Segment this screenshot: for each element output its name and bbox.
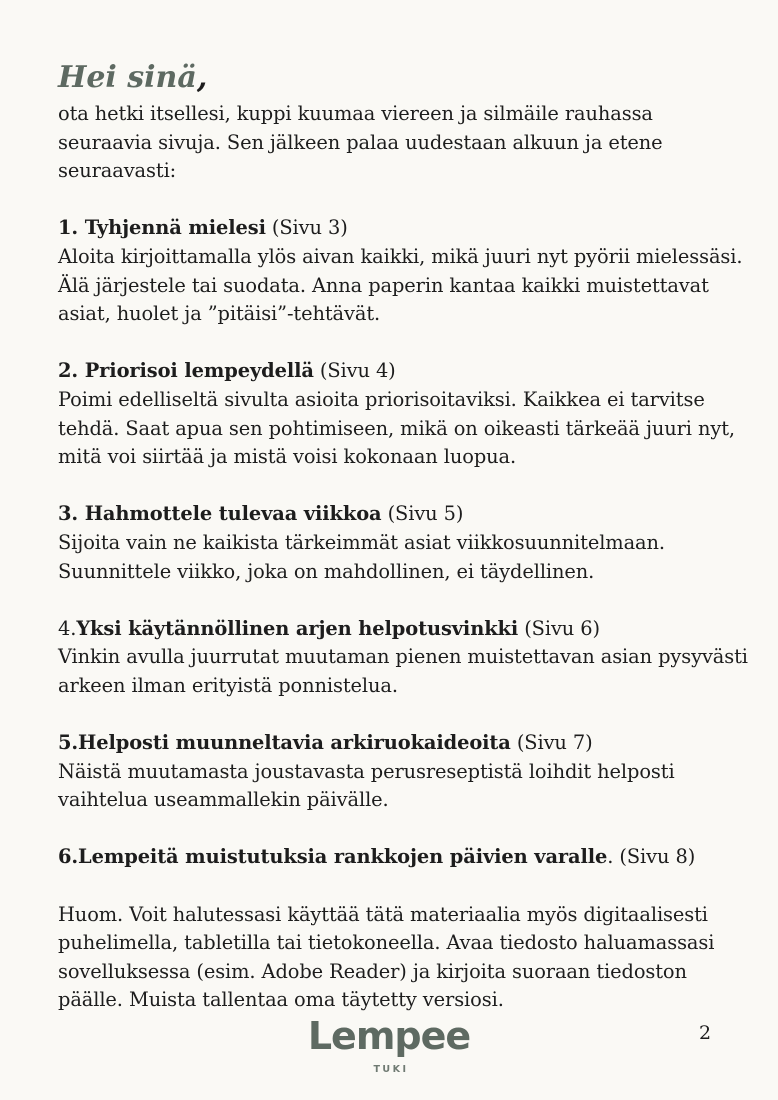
section-title: Yksi käytännöllinen arjen helpotusvinkki	[76, 616, 519, 640]
page-number: 2	[699, 1022, 712, 1044]
section-5	[58, 729, 748, 815]
section-heading	[58, 214, 748, 243]
logo-wordmark: Lempee	[307, 1014, 471, 1058]
section-number: 4.	[58, 616, 77, 640]
logo-subtitle: TUKI	[373, 1064, 409, 1075]
section-heading	[58, 729, 748, 758]
greeting-comma: ,	[196, 60, 208, 95]
greeting-heading	[58, 56, 748, 100]
section-body: Vinkin avulla juurrutat muutaman pienen muistettavan asian pysyvästi arkeen ilman erityistä ponnistelua.	[58, 645, 748, 697]
section-page-ref: (Sivu 5)	[381, 502, 464, 526]
note-paragraph: Huom. Voit halutessasi käyttää tätä materiaalia myös digitaalisesti puhelimella, tabletilla tai tietokoneella. Avaa tiedosto haluamassasi sovelluksessa (esim. Adobe Reader) ja kirjoita suoraan tiedoston päälle. Muista tallentaa oma täytetty versiosi.	[58, 902, 715, 1012]
section-title: Priorisoi lempeydellä	[84, 359, 314, 383]
section-heading	[58, 500, 748, 529]
section-number: 2.	[58, 359, 85, 383]
intro-paragraph: ota hetki itsellesi, kuppi kuumaa viereen ja silmäile rauhassa seuraavia sivuja. Sen jälkeen palaa uudestaan alkuun ja etene seuraavasti:	[58, 102, 663, 183]
lempee-logo	[0, 1014, 778, 1075]
section-number: 1.	[58, 216, 85, 240]
document-page	[58, 56, 748, 1015]
section-heading	[58, 357, 748, 386]
section-number: 6.	[58, 845, 79, 869]
section-body: Poimi edelliseltä sivulta asioita priorisoitaviksi. Kaikkea ei tarvitse tehdä. Saat apua sen pohtimiseen, mikä on oikeasti tärkeää juuri nyt, mitä voi siirtää ja mistä voisi kokonaan luopua.	[58, 387, 735, 469]
section-title: Tyhjennä mielesi	[84, 216, 266, 240]
section-4	[58, 615, 748, 701]
section-2	[58, 357, 748, 471]
section-page-ref: (Sivu 4)	[313, 359, 396, 383]
section-heading	[58, 615, 748, 644]
section-6	[58, 843, 748, 872]
section-body: Näistä muutamasta joustavasta perusreseptistä loihdit helposti vaihtelua useammallekin päivälle.	[58, 759, 675, 812]
section-title: Hahmottele tulevaa viikkoa	[84, 502, 382, 526]
section-page-ref: (Sivu 6)	[518, 616, 600, 640]
section-body: Sijoita vain ne kaikista tärkeimmät asiat viikkosuunnitelmaan. Suunnittele viikko, joka on mahdollinen, ei täydellinen.	[58, 530, 665, 583]
section-number: 5.	[58, 731, 79, 755]
section-title: Lempeitä muistutuksia rankkojen päivien varalle	[78, 845, 608, 869]
section-number: 3.	[58, 502, 85, 526]
section-body: Aloita kirjoittamalla ylös aivan kaikki, mikä juuri nyt pyörii mielessäsi. Älä järjestele tai suodata. Anna paperin kantaa kaikki muistettavat asiat, huolet ja ”pitäisi”-tehtävät.	[58, 244, 743, 326]
section-title: Helposti muunneltavia arkiruokaideoita	[78, 731, 511, 755]
greeting-title: Hei sinä	[58, 60, 197, 95]
section-page-ref: . (Sivu 8)	[607, 845, 696, 869]
section-3	[58, 500, 748, 586]
section-1	[58, 214, 748, 328]
section-page-ref: (Sivu 7)	[510, 731, 593, 755]
section-page-ref: (Sivu 3)	[265, 216, 348, 240]
section-heading	[58, 843, 748, 872]
